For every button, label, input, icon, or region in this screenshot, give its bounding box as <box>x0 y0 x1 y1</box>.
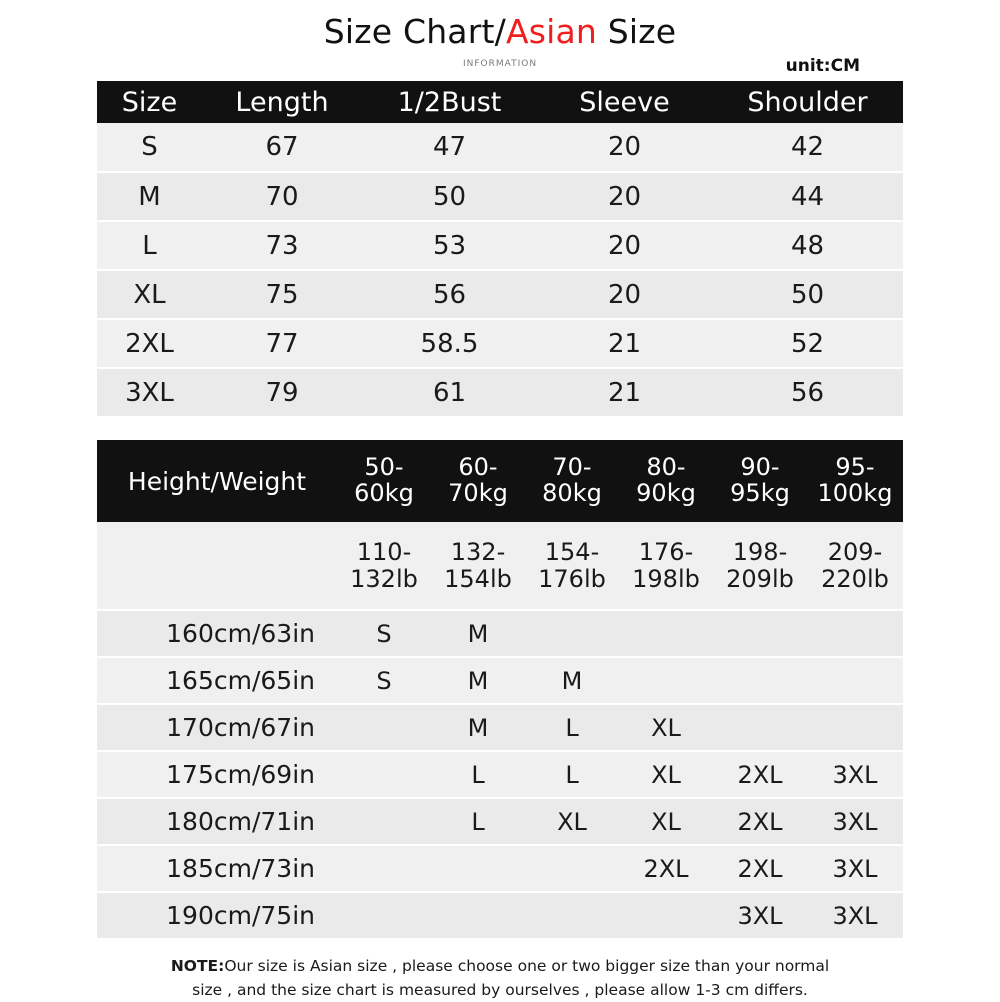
cell-height: 165cm/65in <box>97 657 337 704</box>
cell-size-rec: M <box>431 610 525 657</box>
cell-size-rec <box>337 798 431 845</box>
cell-sleeve: 21 <box>537 368 712 417</box>
cell-weight-lb-3: 154-176lb <box>525 522 619 610</box>
table-row <box>97 704 903 751</box>
note-text <box>97 954 903 1002</box>
cell-sleeve: 20 <box>537 221 712 270</box>
cell-length: 67 <box>202 123 362 172</box>
cell-size-rec: 3XL <box>807 798 903 845</box>
cell-weight-lb-5: 198-209lb <box>713 522 807 610</box>
cell-height: 175cm/69in <box>97 751 337 798</box>
page-subtitle: INFORMATION <box>462 59 538 69</box>
cell-height: 190cm/75in <box>97 892 337 939</box>
cell-size-rec: M <box>525 657 619 704</box>
cell-size-rec <box>619 892 713 939</box>
table-row <box>97 368 903 417</box>
cell-size-rec <box>431 845 525 892</box>
cell-size-rec <box>807 610 903 657</box>
column-header-weight-5: 90-95kg <box>713 440 807 522</box>
cell-shoulder: 48 <box>712 221 903 270</box>
cell-size-rec <box>525 892 619 939</box>
cell-size-rec: L <box>525 751 619 798</box>
table-row <box>97 319 903 368</box>
cell-sleeve: 20 <box>537 172 712 221</box>
cell-bust: 53 <box>362 221 537 270</box>
cell-length: 79 <box>202 368 362 417</box>
page-title <box>0 0 1000 51</box>
cell-weight-lb-4: 176-198lb <box>619 522 713 610</box>
cell-size-rec <box>337 751 431 798</box>
cell-bust: 61 <box>362 368 537 417</box>
column-header-shoulder: Shoulder <box>712 81 903 123</box>
cell-size-rec <box>713 704 807 751</box>
table-row <box>97 798 903 845</box>
cell-height: 170cm/67in <box>97 704 337 751</box>
table-row <box>97 172 903 221</box>
cell-size-rec: L <box>431 798 525 845</box>
cell-size-rec: 2XL <box>713 751 807 798</box>
cell-size-rec <box>337 892 431 939</box>
cell-size-rec <box>619 610 713 657</box>
cell-size-rec <box>713 610 807 657</box>
cell-size-rec: XL <box>619 704 713 751</box>
cell-length: 77 <box>202 319 362 368</box>
cell-size-rec: 2XL <box>713 798 807 845</box>
column-header-weight-2: 60-70kg <box>431 440 525 522</box>
cell-size-rec <box>337 845 431 892</box>
table-row <box>97 657 903 704</box>
table-row <box>97 845 903 892</box>
cell-size-rec: S <box>337 657 431 704</box>
cell-length: 75 <box>202 270 362 319</box>
table-row <box>97 221 903 270</box>
cell-sleeve: 20 <box>537 270 712 319</box>
cell-size-rec: 3XL <box>807 751 903 798</box>
cell-shoulder: 52 <box>712 319 903 368</box>
cell-weight-lb-1: 110-132lb <box>337 522 431 610</box>
cell-size-rec <box>619 657 713 704</box>
cell-length: 70 <box>202 172 362 221</box>
cell-size-rec <box>807 657 903 704</box>
title-accent: Asian <box>505 12 598 51</box>
cell-length: 73 <box>202 221 362 270</box>
cell-sleeve: 20 <box>537 123 712 172</box>
cell-weight-lb-2: 132-154lb <box>431 522 525 610</box>
unit-label: unit:CM <box>785 56 860 76</box>
column-header-sleeve: Sleeve <box>537 81 712 123</box>
cell-size-rec: S <box>337 610 431 657</box>
cell-size-rec: 3XL <box>807 845 903 892</box>
cell-height: 160cm/63in <box>97 610 337 657</box>
column-header-weight-4: 80-90kg <box>619 440 713 522</box>
cell-bust: 47 <box>362 123 537 172</box>
cell-size-rec: 3XL <box>713 892 807 939</box>
height-weight-recommendation-table <box>97 440 903 940</box>
cell-size: M <box>97 172 202 221</box>
cell-weight-lb-6: 209-220lb <box>807 522 903 610</box>
cell-size-rec: 2XL <box>713 845 807 892</box>
note-line-2: size , and the size chart is measured by ourselves , please allow 1-3 cm differs. <box>192 981 808 1000</box>
cell-height: 180cm/71in <box>97 798 337 845</box>
cell-size-rec: XL <box>525 798 619 845</box>
table-row <box>97 610 903 657</box>
cell-size-rec <box>431 892 525 939</box>
table-header-row <box>97 81 903 123</box>
note-label: NOTE: <box>170 957 225 975</box>
cell-size: L <box>97 221 202 270</box>
column-header-size: Size <box>97 81 202 123</box>
cell-size-rec: 3XL <box>807 892 903 939</box>
cell-empty <box>97 522 337 610</box>
table-row <box>97 270 903 319</box>
cell-size: 3XL <box>97 368 202 417</box>
table-row <box>97 892 903 939</box>
column-header-length: Length <box>202 81 362 123</box>
cell-size-rec <box>713 657 807 704</box>
table-row <box>97 751 903 798</box>
cell-size-rec: M <box>431 657 525 704</box>
cell-size-rec: L <box>431 751 525 798</box>
cell-size: S <box>97 123 202 172</box>
weight-pounds-row <box>97 522 903 610</box>
cell-size: 2XL <box>97 319 202 368</box>
cell-size-rec <box>807 704 903 751</box>
cell-shoulder: 56 <box>712 368 903 417</box>
table-row <box>97 123 903 172</box>
column-header-weight-3: 70-80kg <box>525 440 619 522</box>
cell-size-rec: 2XL <box>619 845 713 892</box>
cell-bust: 50 <box>362 172 537 221</box>
cell-shoulder: 50 <box>712 270 903 319</box>
cell-sleeve: 21 <box>537 319 712 368</box>
column-header-weight-6: 95-100kg <box>807 440 903 522</box>
cell-bust: 56 <box>362 270 537 319</box>
column-header-height-weight: Height/Weight <box>97 440 337 522</box>
cell-shoulder: 44 <box>712 172 903 221</box>
table-header-row <box>97 440 903 522</box>
cell-shoulder: 42 <box>712 123 903 172</box>
title-suffix: Size <box>597 12 677 51</box>
cell-size-rec: M <box>431 704 525 751</box>
column-header-weight-1: 50-60kg <box>337 440 431 522</box>
size-measurement-table <box>97 81 903 418</box>
cell-size-rec: XL <box>619 751 713 798</box>
cell-bust: 58.5 <box>362 319 537 368</box>
title-prefix: Size Chart/ <box>323 12 506 51</box>
cell-size-rec: XL <box>619 798 713 845</box>
cell-size: XL <box>97 270 202 319</box>
note-line-1: Our size is Asian size , please choose one or two bigger size than your normal <box>224 957 830 975</box>
cell-size-rec <box>525 845 619 892</box>
cell-size-rec <box>337 704 431 751</box>
cell-size-rec <box>525 610 619 657</box>
column-header-bust: 1/2Bust <box>362 81 537 123</box>
cell-height: 185cm/73in <box>97 845 337 892</box>
cell-size-rec: L <box>525 704 619 751</box>
